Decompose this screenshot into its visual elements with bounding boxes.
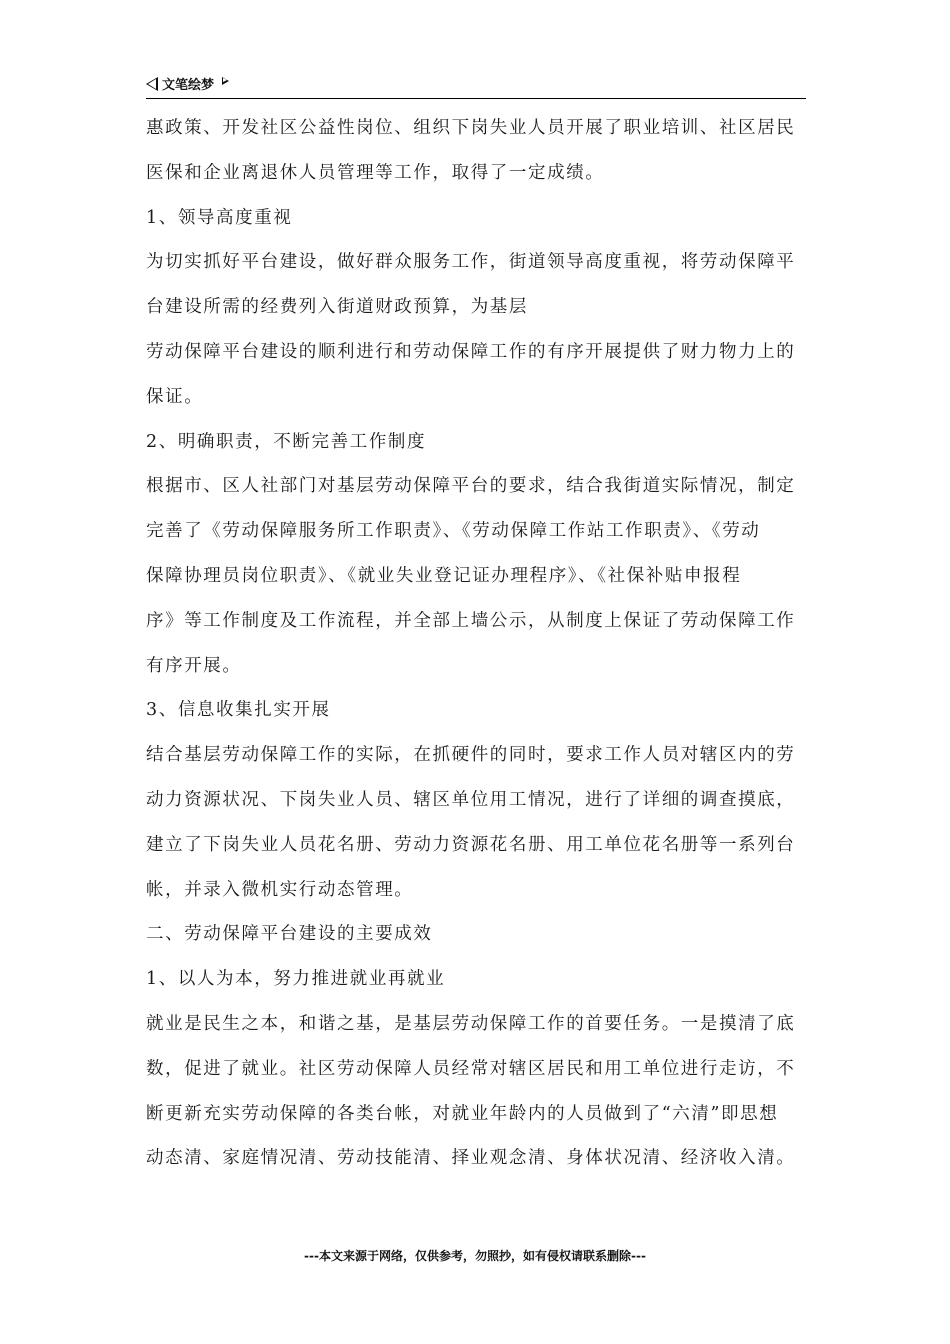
left-triangle-icon bbox=[146, 77, 158, 91]
text-line: 序》等工作制度及工作流程，并全部上墙公示，从制度上保证了劳动保障工作 bbox=[146, 610, 796, 631]
text-line: 保证。 bbox=[146, 386, 204, 407]
text-line: 结合基层劳动保障工作的实际，在抓硬件的同时，要求工作人员对辖区内的劳 bbox=[146, 745, 796, 766]
text-line: 动力资源状况、下岗失业人员、辖区单位用工情况，进行了详细的调查摸底， bbox=[146, 789, 796, 810]
text-line: 断更新充实劳动保障的各类台帐，对就业年龄内的人员做到了“六清”即思想 bbox=[146, 1103, 779, 1124]
text-line: 台建设所需的经费列入街道财政预算，为基层 bbox=[146, 297, 528, 318]
text-line: 有序开展。 bbox=[146, 655, 242, 676]
text-line: 为切实抓好平台建设，做好群众服务工作，街道领导高度重视，将劳动保障平 bbox=[146, 252, 796, 273]
text-line: 根据市、区人社部门对基层劳动保障平台的要求，结合我街道实际情况，制定 bbox=[146, 476, 796, 497]
text-line: 帐，并录入微机实行动态管理。 bbox=[146, 879, 414, 900]
text-line: 完善了《劳动保障服务所工作职责》、《劳动保障工作站工作职责》、《劳动 bbox=[146, 521, 761, 542]
brand bbox=[146, 74, 229, 93]
section-heading: 1、领导高度重视 bbox=[146, 207, 293, 228]
text-line: 动态清、家庭情况清、劳动技能清、择业观念清、身体状况清、经济收入清。 bbox=[146, 1148, 796, 1169]
section-heading: 1、以人为本，努力推进就业再就业 bbox=[146, 969, 446, 990]
text-line: 数，促进了就业。社区劳动保障人员经常对辖区居民和用工单位进行走访，不 bbox=[146, 1058, 796, 1079]
page-header bbox=[146, 74, 806, 99]
brand-name: 文笔绘梦 bbox=[162, 78, 215, 93]
document-body bbox=[146, 106, 802, 1181]
text-line: 医保和企业离退休人员管理等工作，取得了一定成绩。 bbox=[146, 162, 605, 183]
section-heading: 2、明确职责，不断完善工作制度 bbox=[146, 431, 427, 452]
text-line: 建立了下岗失业人员花名册、劳动力资源花名册、用工单位花名册等一系列台 bbox=[146, 834, 796, 855]
page-footer-disclaimer: ---本文来源于网络，仅供参考，勿照抄，如有侵权请联系删除--- bbox=[304, 1249, 646, 1263]
right-triangle-icon bbox=[222, 77, 229, 85]
section-heading: 3、信息收集扎实开展 bbox=[146, 700, 331, 721]
text-line: 劳动保障平台建设的顺利进行和劳动保障工作的有序开展提供了财力物力上的 bbox=[146, 341, 796, 362]
chapter-heading: 二、劳动保障平台建设的主要成效 bbox=[146, 924, 433, 945]
text-line: 保障协理员岗位职责》、《就业失业登记证办理程序》、《社保补贴申报程 bbox=[146, 565, 742, 586]
text-line: 惠政策、开发社区公益性岗位、组织下岗失业人员开展了职业培训、社区居民 bbox=[146, 118, 796, 138]
text-line: 就业是民生之本，和谐之基，是基层劳动保障工作的首要任务。一是摸清了底 bbox=[146, 1013, 796, 1034]
